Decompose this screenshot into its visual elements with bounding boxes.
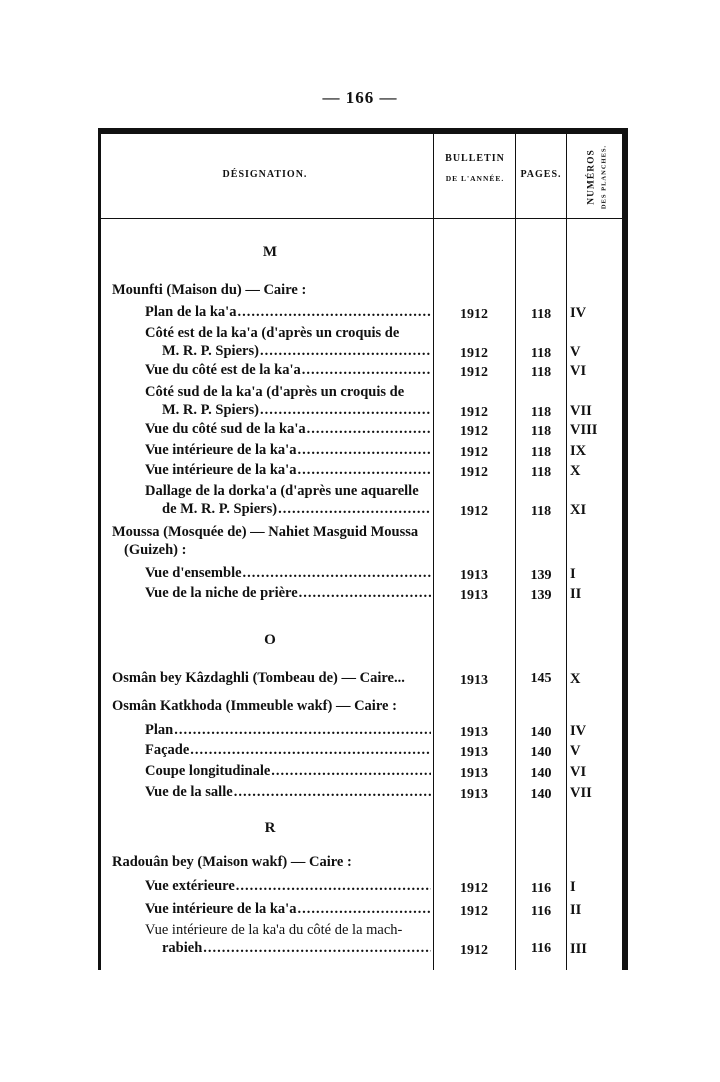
page-cell: 140 [530, 787, 552, 802]
header-designation: DÉSIGNATION. [222, 169, 308, 180]
entry-heading-moussa: Moussa (Mosquée de) — Nahiet Masguid Moussa [112, 524, 419, 540]
entry-heading-osman-kazdaghli: Osmân bey Kâzdaghli (Tombeau de) — Caire... [112, 670, 405, 686]
year-cell: 1912 [460, 881, 488, 896]
list-item-continuation: M. R. P. Spiers) ..... [162, 401, 431, 419]
section-letter-m: M [262, 244, 278, 260]
list-item: Façade ..... [145, 741, 431, 759]
list-item: Vue d'ensemble ..... [145, 564, 431, 582]
entry-heading-moussa-continuation: (Guizeh) : [124, 542, 187, 558]
plate-cell: IX [570, 443, 587, 459]
list-item: Vue du côté sud de la ka'a ..... [145, 420, 431, 438]
year-cell: 1912 [460, 904, 488, 919]
list-item: Vue extérieure ..... [145, 877, 431, 895]
header-rule [101, 218, 622, 219]
list-item: Vue du côté est de la ka'a ..... [145, 361, 431, 379]
column-divider-designation [433, 134, 434, 970]
column-divider-bulletin [515, 134, 516, 970]
page-cell: 116 [530, 941, 552, 956]
year-cell: 1913 [460, 673, 488, 688]
list-item: Côté est de la ka'a (d'après un croquis de [145, 325, 400, 341]
year-cell: 1912 [460, 445, 488, 460]
plate-cell: VII [570, 785, 592, 801]
list-item: Coupe longitudinale ..... [145, 762, 431, 780]
section-letter-o: O [264, 632, 276, 648]
list-item: Plan ..... [145, 721, 431, 739]
page-cell: 118 [530, 445, 552, 460]
plate-cell: IV [570, 723, 587, 739]
year-cell: 1912 [460, 365, 488, 380]
plate-cell: III [570, 941, 587, 957]
year-cell: 1913 [460, 787, 488, 802]
page-cell: 118 [530, 465, 552, 480]
page-cell: 118 [530, 405, 552, 420]
section-letter-r: R [264, 820, 276, 836]
page-cell: 140 [530, 745, 552, 760]
year-cell: 1913 [460, 745, 488, 760]
header-bulletin [436, 153, 514, 183]
entry-heading-mounfti: Mounfti (Maison du) — Caire : [112, 282, 307, 298]
year-cell: 1912 [460, 504, 488, 519]
year-cell: 1912 [460, 307, 488, 322]
header-pages: PAGES. [520, 169, 562, 180]
list-item: Vue intérieure de la ka'a du côté de la mach- [145, 922, 403, 938]
page-cell: 118 [530, 424, 552, 439]
entry-heading-radouan: Radouân bey (Maison wakf) — Caire : [112, 854, 352, 870]
list-item: Dallage de la dorka'a (d'après une aquarelle [145, 483, 419, 499]
year-cell: 1912 [460, 943, 488, 958]
plate-cell: VII [570, 403, 592, 419]
header-bulletin-line2: DE L'ANNÉE. [445, 174, 505, 183]
plate-cell: V [570, 743, 581, 759]
year-cell: 1912 [460, 405, 488, 420]
list-item: Plan de la ka'a ..... [145, 303, 431, 321]
entry-heading-osman-katkhoda: Osmân Katkhoda (Immeuble wakf) — Caire : [112, 698, 397, 714]
header-planches [572, 140, 622, 214]
page-cell: 118 [530, 504, 552, 519]
year-cell: 1912 [460, 346, 488, 361]
plate-cell: II [570, 902, 582, 918]
year-cell: 1913 [460, 588, 488, 603]
plate-cell: VI [570, 764, 587, 780]
page-cell: 118 [530, 307, 552, 322]
list-item: Vue intérieure de la ka'a ..... [145, 441, 431, 459]
plate-cell: II [570, 586, 582, 602]
page-cell: 145 [530, 671, 552, 686]
list-item-continuation: de M. R. P. Spiers) ..... [162, 500, 431, 518]
header-bulletin-line1: BULLETIN [445, 153, 505, 164]
page-cell: 118 [530, 346, 552, 361]
page-cell: 116 [530, 904, 552, 919]
plate-cell: XI [570, 502, 587, 518]
year-cell: 1913 [460, 725, 488, 740]
list-item: Vue intérieure de la ka'a ..... [145, 900, 431, 918]
page-cell: 118 [530, 365, 552, 380]
plate-cell: IV [570, 305, 587, 321]
page-cell: 140 [530, 766, 552, 781]
year-cell: 1913 [460, 766, 488, 781]
plate-cell: VIII [570, 422, 598, 438]
plate-cell: X [570, 671, 581, 687]
list-item: Vue de la salle ..... [145, 783, 431, 801]
plate-cell: I [570, 879, 576, 895]
plate-cell: VI [570, 363, 587, 379]
plate-cell: X [570, 463, 581, 479]
list-item-continuation: M. R. P. Spiers) ..... [162, 342, 431, 360]
page-cell: 139 [530, 588, 552, 603]
list-item: Vue de la niche de prière ..... [145, 584, 431, 602]
plate-cell: V [570, 344, 581, 360]
year-cell: 1912 [460, 465, 488, 480]
page-cell: 116 [530, 881, 552, 896]
page-cell: 140 [530, 725, 552, 740]
list-item-continuation: rabieh ..... [162, 939, 431, 957]
year-cell: 1912 [460, 424, 488, 439]
year-cell: 1913 [460, 568, 488, 583]
plate-cell: I [570, 566, 576, 582]
column-divider-pages [566, 134, 567, 970]
page-cell: 139 [530, 568, 552, 583]
page-number: — 166 — [322, 88, 398, 107]
header-planches-line1: NUMÉROS [586, 149, 597, 205]
list-item: Côté sud de la ka'a (d'après un croquis de [145, 384, 405, 400]
list-item: Vue intérieure de la ka'a ..... [145, 461, 431, 479]
header-planches-line2: DES PLANCHES. [600, 144, 608, 210]
